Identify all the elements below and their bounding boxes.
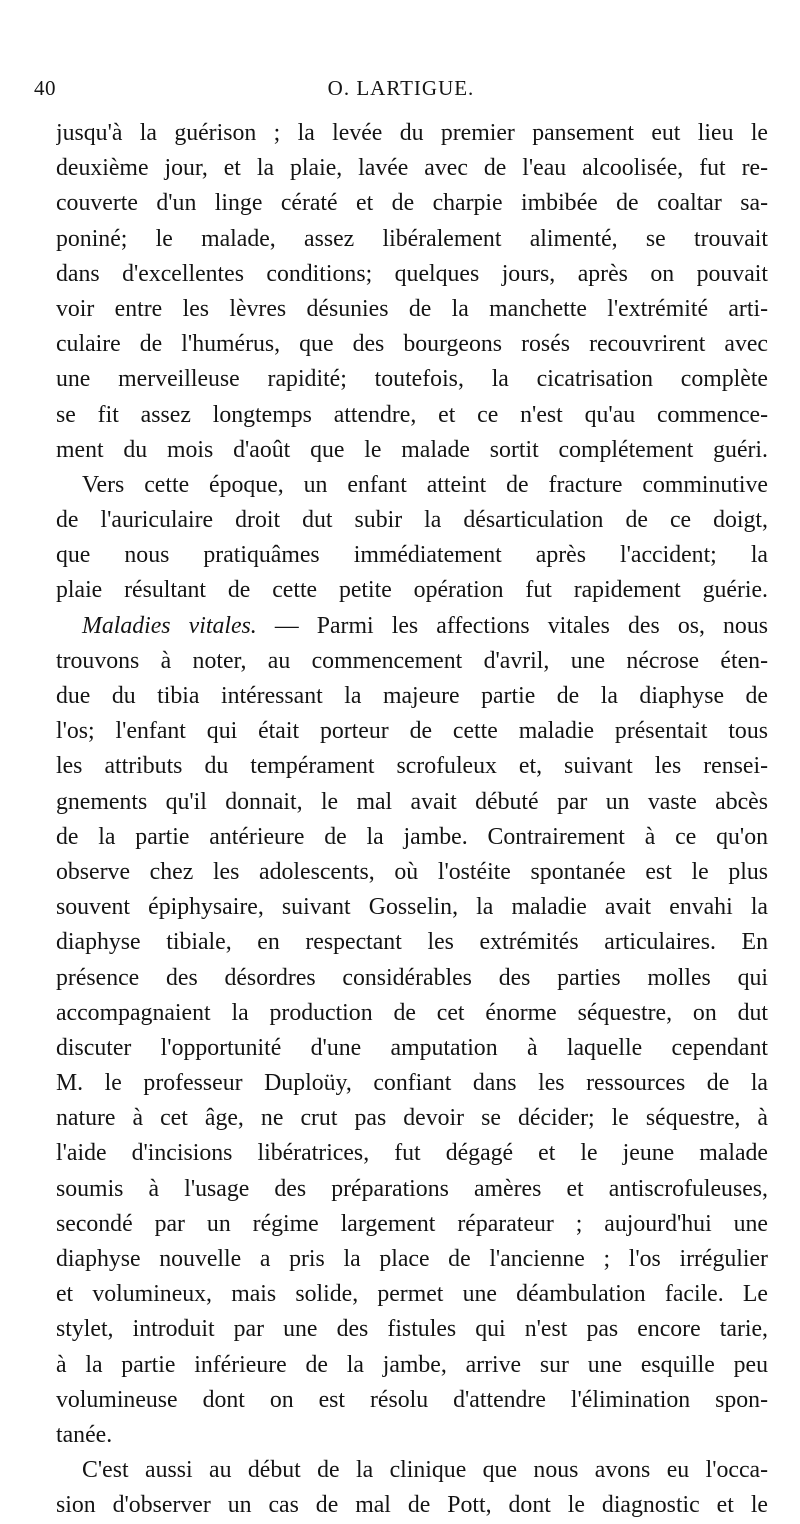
text-line: à la partie inférieure de la jambe, arrive sur une esquille peu bbox=[56, 1351, 768, 1378]
running-title: O. LARTIGUE. bbox=[327, 76, 475, 100]
text-line: jusqu'à la guérison ; la levée du premier pansement eut lieu le bbox=[56, 120, 768, 146]
text-line: trouvons à noter, au commencement d'avril, une nécrose éten- bbox=[56, 647, 768, 674]
text-line: l'aide d'incisions libératrices, fut dégagé et le jeune malade bbox=[56, 1140, 768, 1167]
text-line: nature à cet âge, ne crut pas devoir se décider; le séquestre, à bbox=[56, 1105, 768, 1132]
text-line-with-heading bbox=[56, 609, 768, 644]
text-line: Vers cette époque, un enfant atteint de fracture comminutive bbox=[82, 471, 768, 498]
text-line: souvent épiphysaire, suivant Gosselin, la maladie avait envahi la bbox=[56, 894, 768, 921]
text-line: due du tibia intéressant la majeure partie de la diaphyse de bbox=[56, 683, 768, 709]
text-line: que nous pratiquâmes immédiatement après l'accident; la bbox=[56, 542, 768, 569]
page-header bbox=[34, 72, 768, 106]
text-line: les attributs du tempérament scrofuleux et, suivant les rensei- bbox=[56, 753, 768, 780]
text-line: M. le professeur Duploüy, confiant dans les ressources de la bbox=[56, 1070, 768, 1097]
text-line: voir entre les lèvres désunies de la manchette l'extrémité arti- bbox=[56, 295, 768, 322]
text-line: dans d'excellentes conditions; quelques jours, après on pouvait bbox=[56, 260, 768, 287]
text-line: deuxième jour, et la plaie, lavée avec de l'eau alcoolisée, fut re- bbox=[56, 155, 768, 182]
text-line: poniné; le malade, assez libéralement alimenté, se trouvait bbox=[56, 225, 768, 252]
text-line: de la partie antérieure de la jambe. Contrairement à ce qu'on bbox=[56, 823, 768, 850]
text-line: observe chez les adolescents, où l'ostéite spontanée est le plus bbox=[56, 858, 768, 885]
text-line: plaie résultant de cette petite opération fut rapidement guérie. bbox=[56, 577, 768, 604]
text-line: accompagnaient la production de cet énorme séquestre, on dut bbox=[56, 999, 768, 1026]
page-number: 40 bbox=[34, 76, 56, 100]
text-line: une merveilleuse rapidité; toutefois, la cicatrisation complète bbox=[56, 366, 768, 393]
text-line: gnements qu'il donnait, le mal avait débuté par un vaste abcès bbox=[56, 788, 768, 815]
text-line: tanée. bbox=[56, 1421, 113, 1448]
text-line: sion d'observer un cas de mal de Pott, dont le diagnostic et le bbox=[56, 1492, 768, 1519]
text-line: soumis à l'usage des préparations amères et antiscrofuleuses, bbox=[56, 1175, 768, 1202]
text-line: stylet, introduit par une des fistules qui n'est pas encore tarie, bbox=[56, 1316, 768, 1343]
text-line: se fit assez longtemps attendre, et ce n'est qu'au commence- bbox=[56, 401, 768, 428]
text-line: culaire de l'humérus, que des bourgeons rosés recouvrirent avec bbox=[56, 331, 768, 358]
text-line: de l'auriculaire droit dut subir la désarticulation de ce doigt, bbox=[56, 507, 768, 534]
text-line: C'est aussi au début de la clinique que nous avons eu l'occa- bbox=[82, 1457, 768, 1484]
text-line: diaphyse tibiale, en respectant les extrémités articulaires. En bbox=[56, 929, 768, 956]
text-line: volumineuse dont on est résolu d'attendre l'élimination spon- bbox=[56, 1386, 768, 1413]
text-line: et volumineux, mais solide, permet une déambulation facile. Le bbox=[56, 1281, 768, 1308]
text-line: l'os; l'enfant qui était porteur de cette maladie présentait tous bbox=[56, 718, 768, 745]
text-line: ment du mois d'août que le malade sortit complétement guéri. bbox=[56, 436, 768, 463]
section-heading: Maladies vitales. bbox=[82, 612, 257, 639]
text-line: secondé par un régime largement réparateur ; aujourd'hui une bbox=[56, 1210, 768, 1237]
text-line: couverte d'un linge cératé et de charpie imbibée de coaltar sa- bbox=[56, 190, 768, 217]
text-line: présence des désordres considérables des parties molles qui bbox=[56, 964, 768, 991]
text-line-fragment: — Parmi les affections vitales des os, nous bbox=[274, 612, 768, 639]
text-line: discuter l'opportunité d'une amputation à laquelle cependant bbox=[56, 1034, 768, 1061]
text-line: diaphyse nouvelle a pris la place de l'ancienne ; l'os irrégulier bbox=[56, 1246, 768, 1272]
body-text bbox=[56, 116, 768, 1524]
